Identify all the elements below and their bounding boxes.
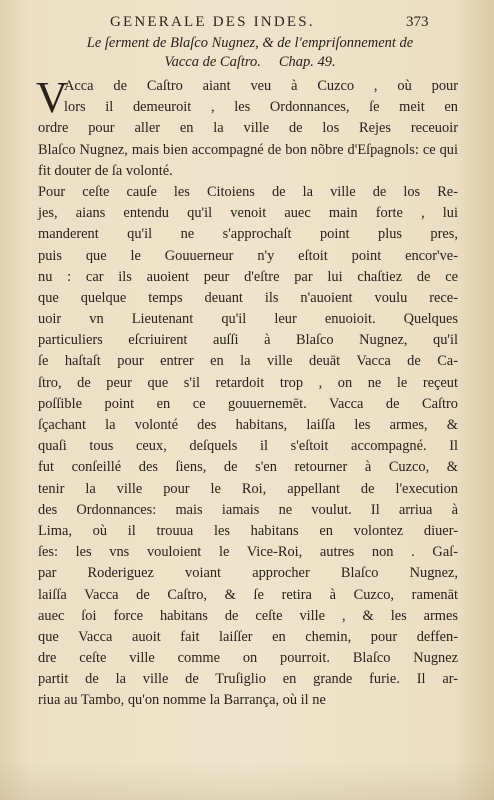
text-line: ſtro, de peur que s'il retardoit trop , on ne le reçeut — [38, 374, 458, 391]
text-line: lors il demeuroit , les Ordonnances, ſe meit en — [64, 99, 458, 116]
text-line: laiſſa Vacca de Caſtro, & ſe retira à Cuzco, ramenāt — [38, 586, 458, 603]
text-line: riua au Tambo, qu'on nomme la Barrança, où il ne — [38, 692, 326, 709]
text-line: quaſi tous ceux, deſquels il s'eſtoit accompagné. Il — [38, 438, 458, 455]
text-line: ſe haſtaſt pour entrer en la ville deuāt Vacca de Ca- — [38, 353, 458, 370]
text-line: fut conſeillé des ſiens, de s'en retourner à Cuzco, & — [38, 459, 458, 476]
text-line: des Ordonnances: mais iamais ne voulut. Il arriua à — [38, 501, 458, 518]
text-line: auec ſoi force habitans de ceſte ville , & les armes — [38, 607, 458, 624]
page-shadow — [0, 760, 494, 800]
chapter-heading — [40, 34, 460, 72]
text-line: puis que le Gouuerneur n'y eſtoit point encor've- — [38, 247, 458, 264]
chapter-title-line-1: Le ſerment de Blaſco Nugnez, & de l'empriſonnement de — [86, 35, 414, 51]
chapter-number: Chap. 49. — [278, 54, 336, 70]
text-line: que quelque temps deuant ils n'auoient voulu rece- — [38, 289, 458, 306]
chapter-title-line-2: Vacca de Caſtro. — [164, 54, 261, 70]
text-line: manderent qu'il ne s'approchaſt point plus pres, — [38, 226, 458, 243]
text-line: dre ceſte ville comme on pourroit. Blaſco Nugnez — [38, 650, 458, 667]
page-number: 373 — [406, 14, 429, 30]
text-line: Acca de Caſtro aiant veu à Cuzco , où pour — [64, 78, 458, 94]
text-line: par Roderiguez voiant approcher Blaſco Nugnez, — [38, 565, 458, 582]
text-line: tenir la ville pour le Roi, appellant de l'execution — [38, 480, 458, 497]
drop-cap: V — [36, 73, 68, 122]
text-line: Pour ceſte cauſe les Citoiens de la ville de los Re- — [38, 183, 458, 200]
text-line: ſçachant la volonté des habitans, laiſſa les armes, & — [38, 417, 458, 434]
text-line: particuliers eſcriuirent auſſi à Blaſco Nugnez, qu'il — [38, 332, 458, 349]
running-title: GENERALE DES INDES. — [110, 14, 315, 30]
text-line: que Vacca auoit fait laiſſer en chemin, pour deffen- — [38, 628, 458, 645]
body-text — [36, 73, 458, 712]
text-line: Lima, où il trouua les habitans en volontez diuer- — [38, 522, 458, 539]
running-head — [0, 14, 494, 36]
text-line: ſes: les vns vouloient le Vice-Roi, autres non . Gaſ- — [38, 544, 458, 561]
text-line: poſſible point en ce gouuernemēt. Vacca de Caſtro — [38, 395, 458, 412]
text-line: jes, aians entendu qu'il venoit auec main forte , lui — [38, 205, 458, 222]
text-line: nu : car ils auoient peur d'eſtre par lui chaſtiez de ce — [38, 268, 458, 285]
text-line: ordre pour aller en la ville de los Rejes receuoir — [38, 120, 458, 137]
text-line: uoir vn Lieutenant qu'il leur enuoioit. Quelques — [38, 311, 458, 328]
text-line: partit de la ville de Truſiglio en grande furie. Il ar- — [38, 671, 458, 688]
text-line: Blaſco Nugnez, mais bien accompagné de bon nõbre d'Eſpagnols: ce qui fit douter de ſa volonté. — [38, 141, 458, 179]
